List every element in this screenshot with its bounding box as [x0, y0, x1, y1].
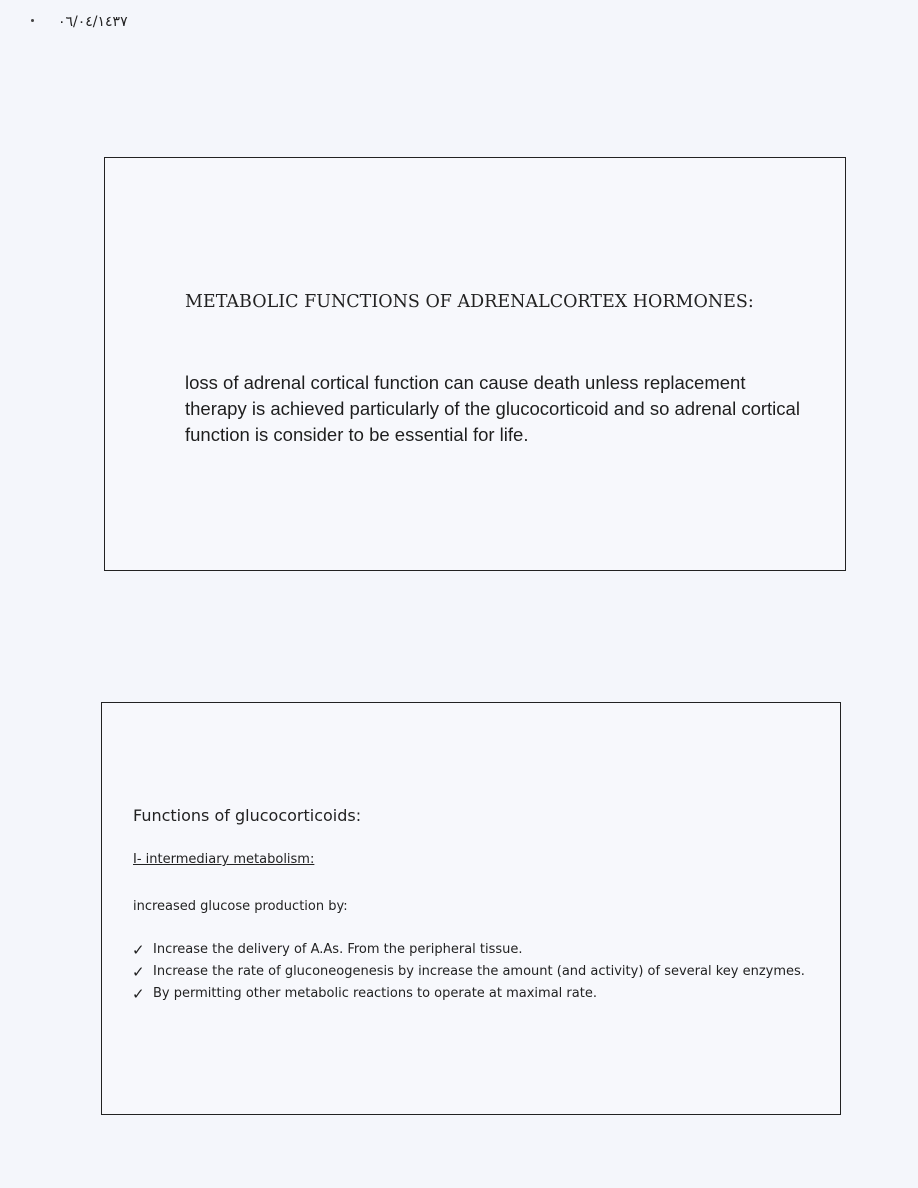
- slide-2-subheading: I- intermediary metabolism:: [133, 852, 315, 867]
- scan-speck: [31, 19, 34, 22]
- checkmark-icon: ✓: [132, 985, 145, 1003]
- slide-1-body: loss of adrenal cortical function can cause death unless replacement therapy is achieved particularly of the glucocorticoid and so adrenal cortical function is consider to be essential for life.: [185, 372, 800, 445]
- slide-2-intro: increased glucose production by:: [133, 899, 348, 914]
- list-item: [132, 983, 822, 1005]
- list-item-text: Increase the delivery of A.As. From the peripheral tissue.: [153, 942, 523, 957]
- slide-1: [104, 157, 846, 571]
- checkmark-icon: ✓: [132, 941, 145, 959]
- slide-2-heading: Functions of glucocorticoids:: [133, 806, 362, 825]
- glucose-production-list: [132, 939, 822, 1005]
- page-date: ٠٦/٠٤/١٤٣٧: [58, 14, 128, 30]
- list-item: [132, 939, 822, 961]
- slide-1-title: METABOLIC FUNCTIONS OF ADRENALCORTEX HORMONES:: [185, 292, 754, 312]
- list-item-text: By permitting other metabolic reactions to operate at maximal rate.: [153, 986, 597, 1001]
- list-item-text: Increase the rate of gluconeogenesis by increase the amount (and activity) of several key enzymes.: [153, 964, 805, 979]
- list-item: [132, 961, 822, 983]
- checkmark-icon: ✓: [132, 963, 145, 981]
- slide-2: [101, 702, 841, 1115]
